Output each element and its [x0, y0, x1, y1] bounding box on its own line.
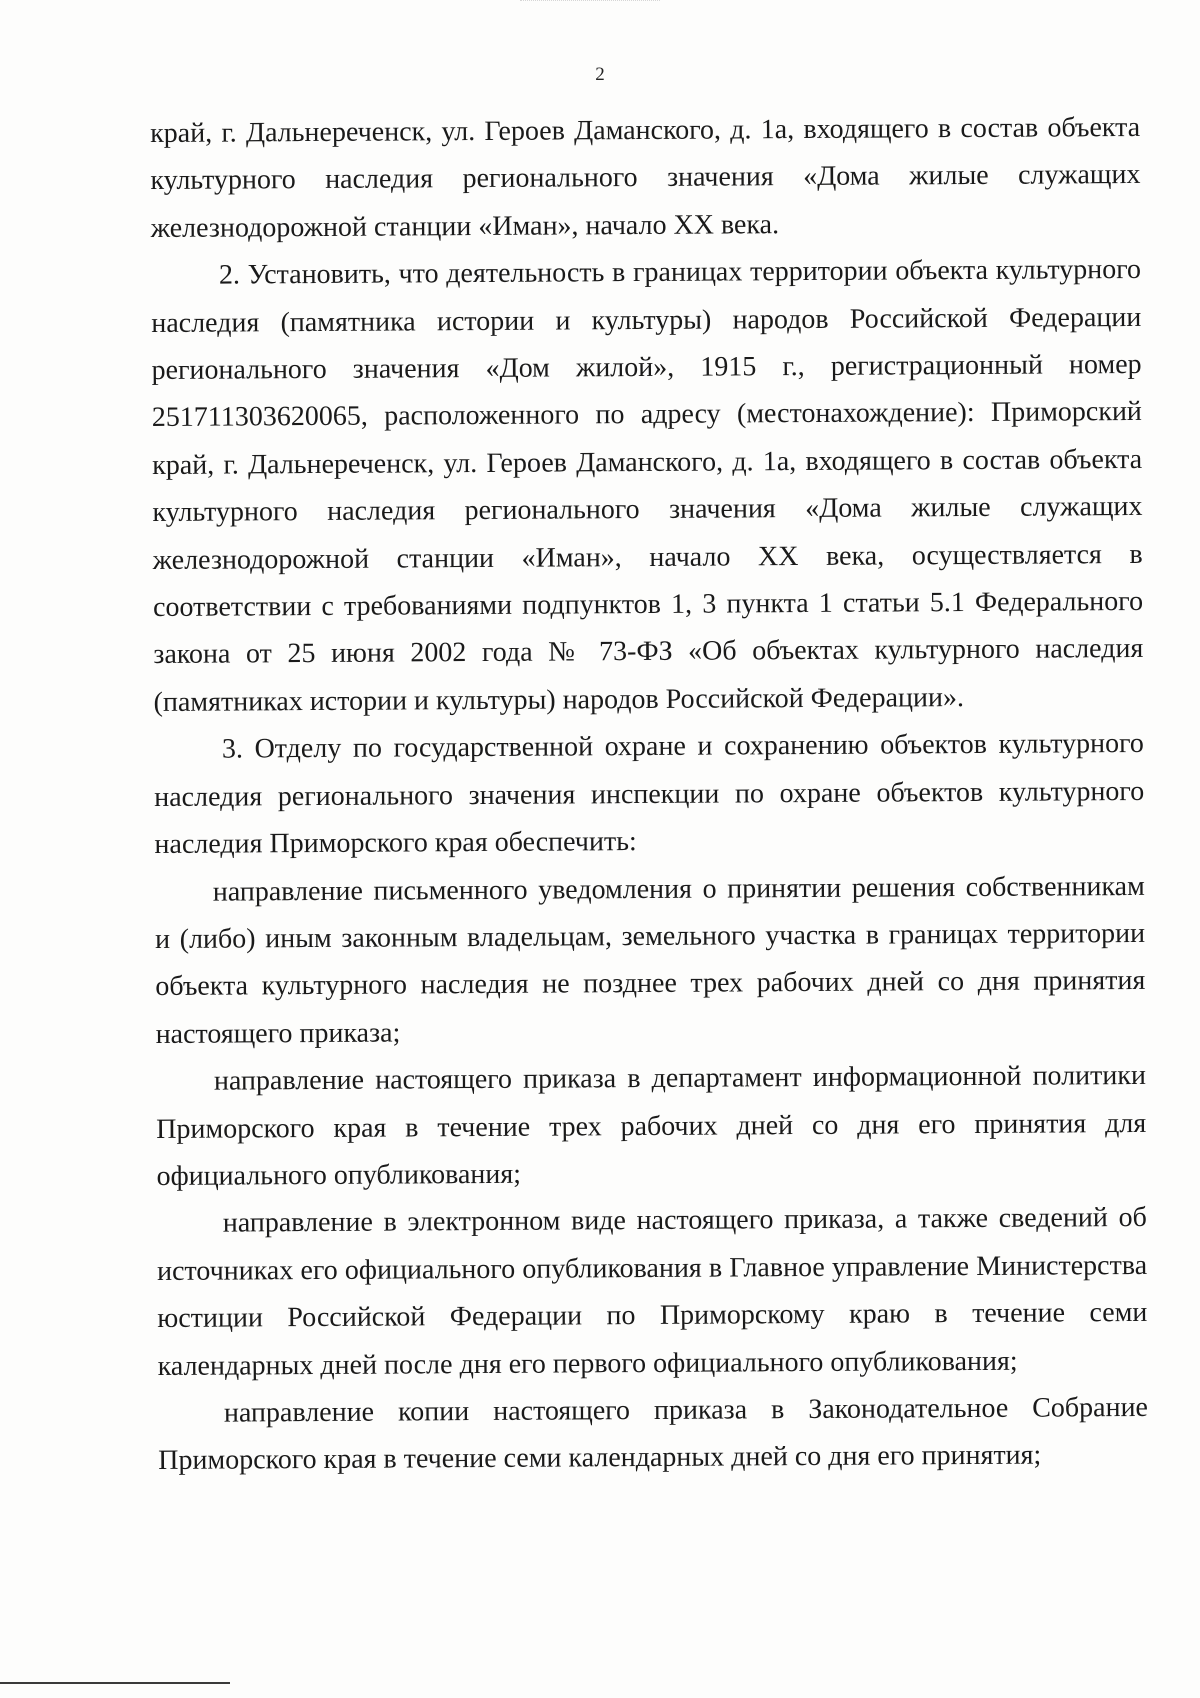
paragraph-ministry: направление в электронном виде настоящего приказа, а также сведений об источниках его официального опубликования в Главное управление Министерства юстиции Российской Федерации по Приморскому краю в течение семи календарных дней после дня его первого официального опубликования; — [156, 1202, 1148, 1382]
paragraph-assembly: направление копии настоящего приказа в Законодательное Собрание Приморского края в течение семи календарных дней со дня его принятия; — [158, 1391, 1149, 1477]
scan-artifact — [520, 0, 660, 9]
paragraph-notification: направление письменного уведомления о принятии решения собственникам и (либо) иным законным владельцам, земельного участка в границах территории объекта культурного наследия не позднее трех рабочих дней со дня принятия настоящего приказа; — [154, 870, 1146, 1050]
page-number: 2 — [595, 64, 605, 85]
scan-artifact-line — [0, 1682, 230, 1684]
paragraph-publication: направление настоящего приказа в департамент информационной политики Приморского края в течение трех рабочих дней со дня его принятия для официального опубликования; — [156, 1060, 1147, 1192]
paragraph-item-2: 2. Установить, что деятельность в границах территории объекта культурного наследия (памятника истории и культуры) народов Российской Федерации регионального значения «Дом жилой», 1915 г., регистрационный номер 251711303620065, расположенного по адресу (местонахождение): Приморский край, г. Дальнереченск, ул. Героев Даманского, д. 1а, входящего в состав объекта культурного наследия регионального значения «Дома жилые служащих железнодорожной станции «Иман», начало XX века, осуществляется в соответствии с требованиями подпунктов 1, 3 пункта 1 статьи 5.1 Федерального закона от 25 июня 2002 года № 73-ФЗ «Об объектах культурного наследия (памятниках истории и культуры) народов Российской Федерации». — [151, 254, 1144, 718]
paragraph-continuation: край, г. Дальнереченск, ул. Героев Даманского, д. 1а, входящего в состав объекта культурного наследия регионального значения «Дома жилые служащих железнодорожной станции «Иман», начало XX века. — [150, 111, 1141, 244]
document-body — [150, 104, 1148, 1485]
paragraph-item-3: 3. Отделу по государственной охране и сохранению объектов культурного наследия регионального значения инспекции по охране объектов культурного наследия Приморского края обеспечить: — [154, 728, 1145, 861]
